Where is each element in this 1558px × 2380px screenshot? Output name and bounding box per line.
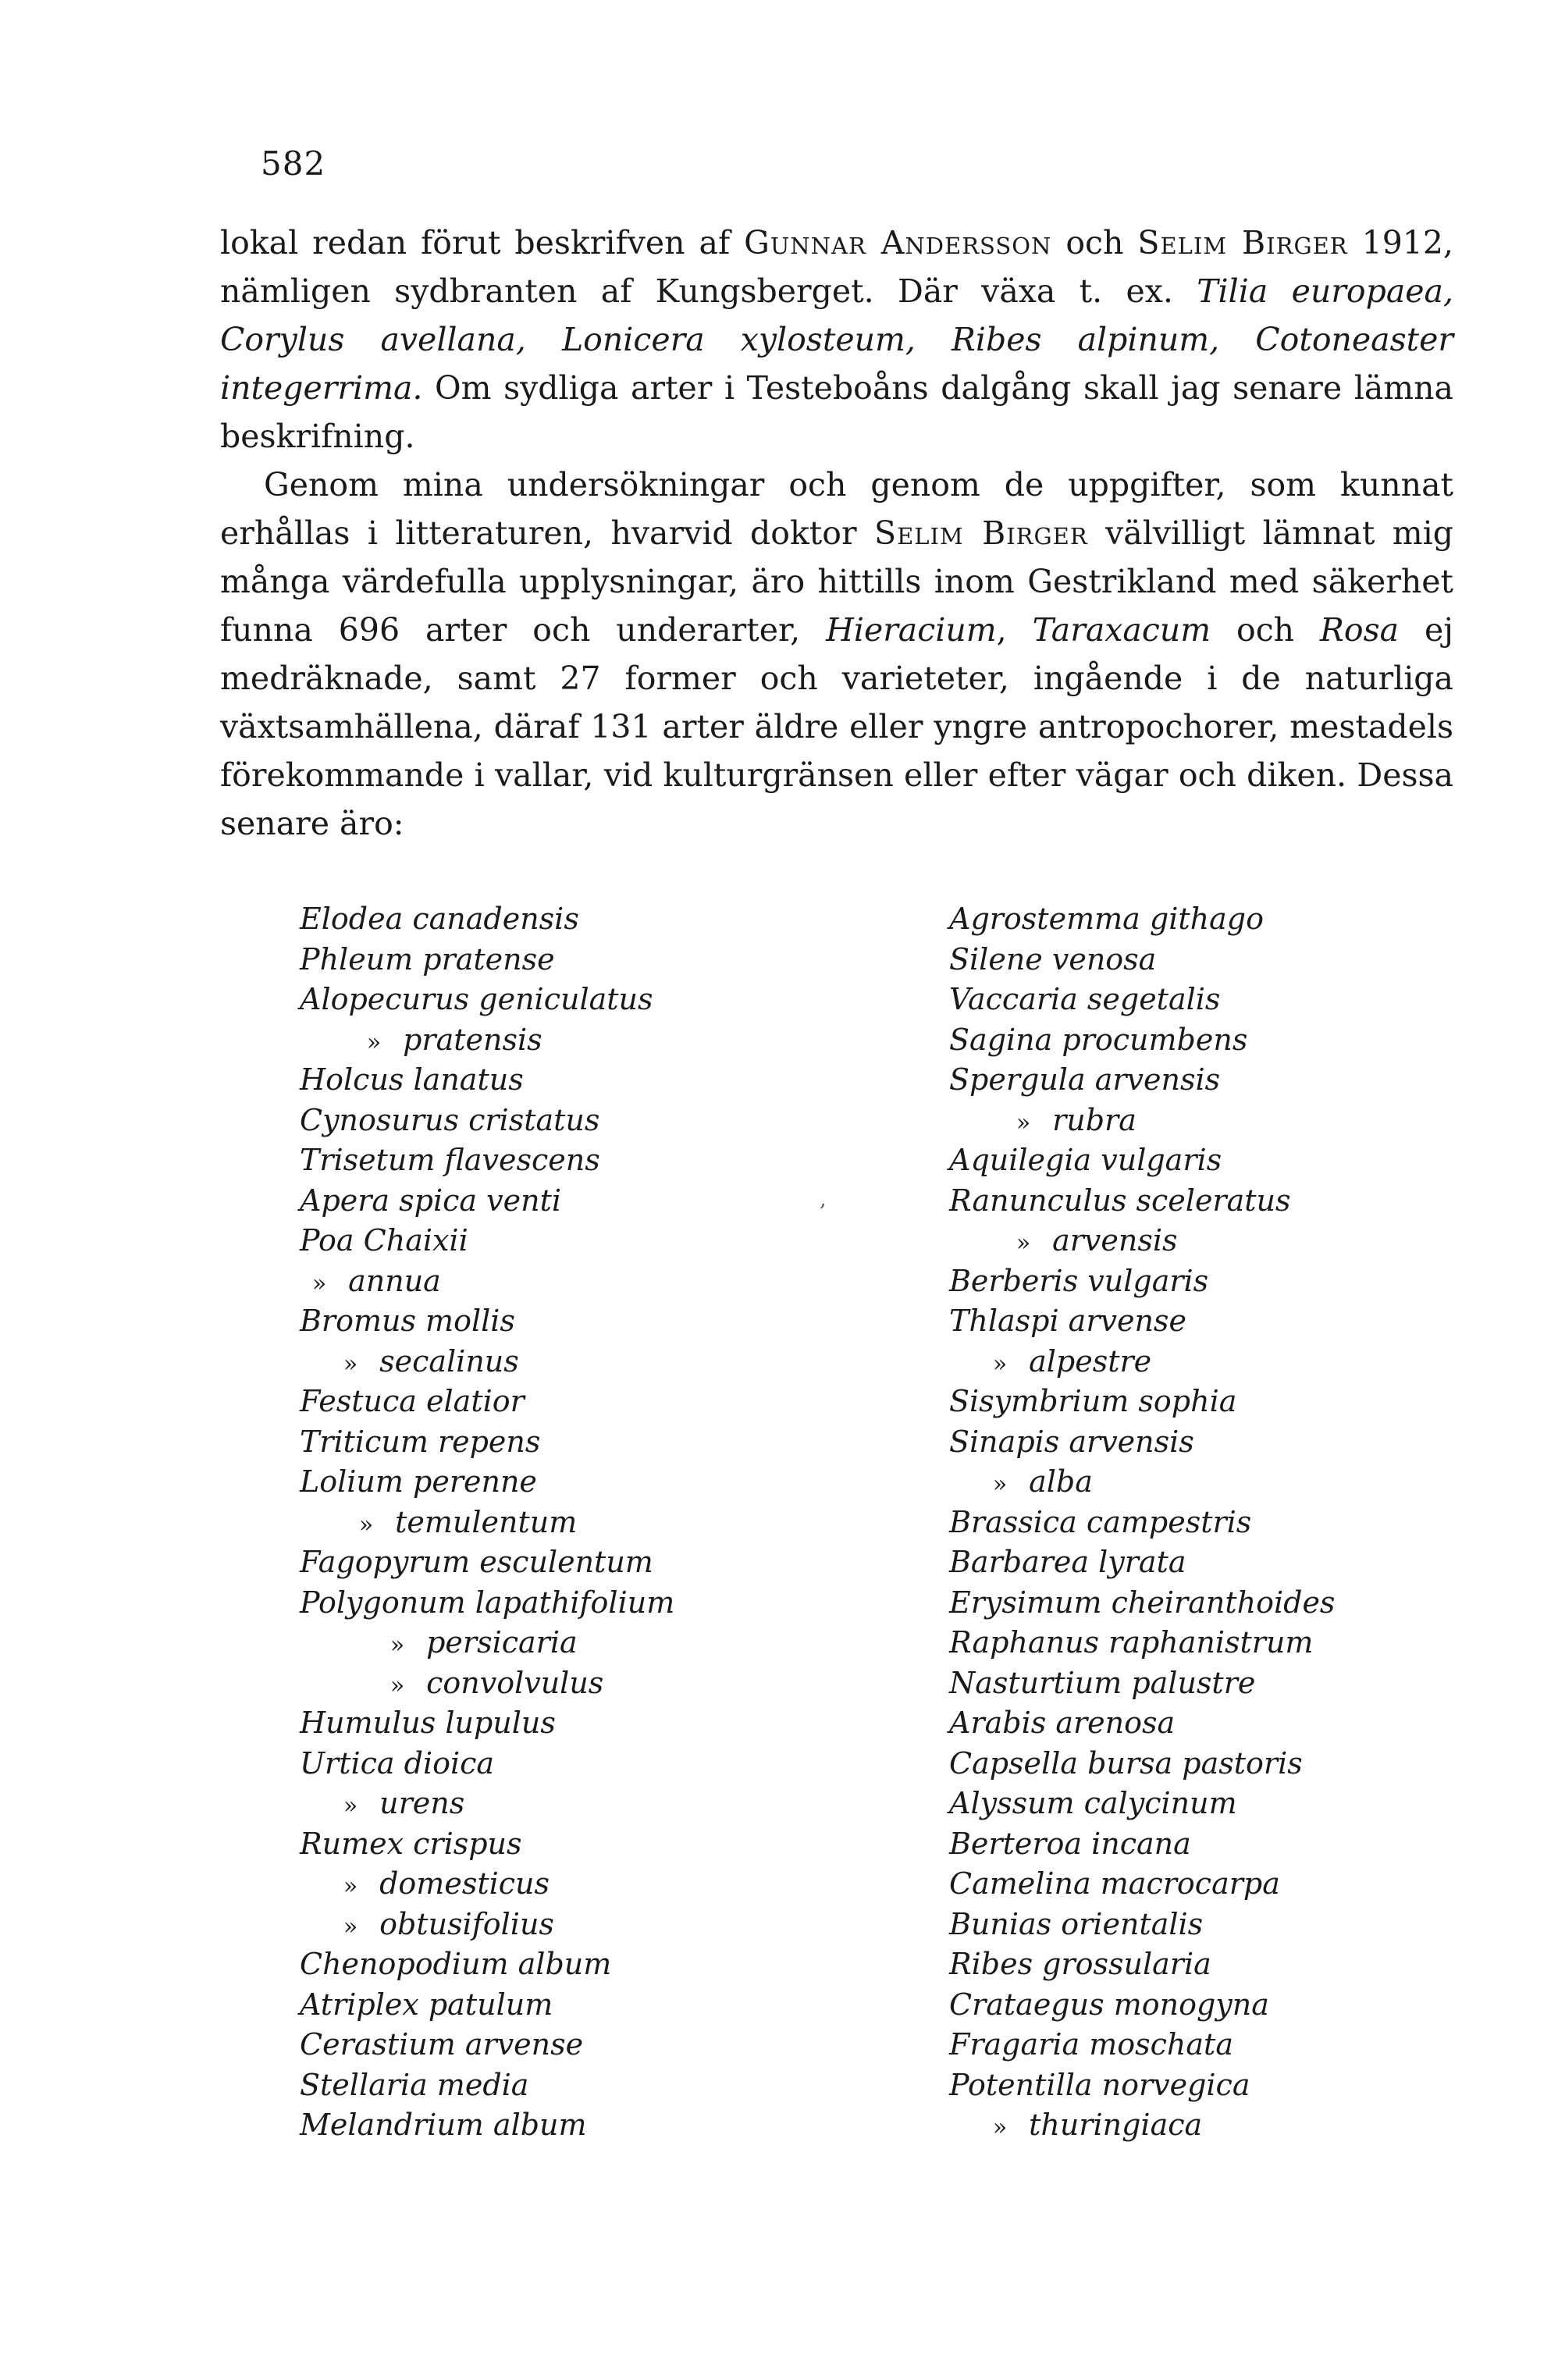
species-item [300, 1864, 674, 1905]
species-item: Raphanus raphanistrum [949, 1625, 1314, 1660]
ditto-mark: » [390, 1671, 405, 1699]
ditto-mark: » [390, 1631, 405, 1659]
species-item: Erysimum cheiranthoides [949, 1585, 1336, 1620]
ditto-mark: » [358, 1510, 374, 1539]
species-item: Sisymbrium sophia [949, 1384, 1237, 1418]
species-item: Vaccaria segetalis [949, 982, 1221, 1016]
ditto-mark: » [311, 1269, 327, 1297]
species-item [300, 1784, 674, 1824]
species-list-right [949, 899, 1335, 2146]
stray-mark: ‚ [820, 1188, 827, 1211]
species-epithet: alba [1029, 1464, 1093, 1499]
species-item: Alyssum calycinum [949, 1786, 1237, 1820]
species-item [300, 1905, 674, 1945]
species-item: Brassica campestris [949, 1504, 1252, 1539]
species-epithet: persicaria [426, 1625, 578, 1660]
species-item: Holcus lanatus [300, 1062, 524, 1097]
ditto-mark: » [1016, 1229, 1031, 1257]
species-item: Bromus mollis [300, 1304, 515, 1338]
ditto-mark: » [366, 1028, 382, 1056]
species-epithet: obtusifolius [379, 1906, 554, 1941]
species-epithet: annua [348, 1263, 441, 1298]
species-item [949, 1342, 1335, 1382]
species-item: Berteroa incana [949, 1826, 1191, 1861]
species-epithet: secalinus [379, 1343, 519, 1379]
species-item: Potentilla norvegica [949, 2067, 1250, 2102]
genus-name: Taraxacum [1032, 611, 1211, 649]
species-item: Alopecurus geniculatus [300, 982, 653, 1016]
species-item: Bunias orientalis [949, 1906, 1204, 1941]
ditto-mark: » [343, 1350, 358, 1378]
species-item [949, 2105, 1335, 2146]
species-item: Aquilegia vulgaris [949, 1143, 1222, 1177]
author-name: Selim Birger [873, 514, 1088, 552]
author-name: Selim Birger [1137, 224, 1348, 261]
text-segment: och [1051, 224, 1138, 261]
species-item [949, 1462, 1335, 1503]
species-item: Cerastium arvense [300, 2027, 584, 2062]
species-item [300, 1342, 674, 1382]
species-item: Sagina procumbens [949, 1022, 1248, 1057]
ditto-mark: » [343, 1792, 358, 1820]
species-item: Fagopyrum esculentum [300, 1545, 653, 1579]
species-epithet: domesticus [379, 1866, 550, 1901]
species-item: Capsella bursa pastoris [949, 1745, 1303, 1781]
text-segment: välvilligt lämnat mig många värdefulla upplysningar, äro hittills inom Gestrikland med säkerhet funna 696 arter och underarter, [220, 514, 1453, 649]
species-item: Cynosurus cristatus [300, 1102, 600, 1137]
species-item: Camelina macrocarpa [949, 1866, 1280, 1901]
species-epithet: pratensis [403, 1022, 542, 1057]
ditto-mark: » [992, 1350, 1008, 1378]
species-names: Tilia europaea, Corylus avellana, Lonicera xylosteum, Ribes alpinum, Cotoneaster integerrima. [220, 272, 1454, 407]
text-segment: , [996, 611, 1033, 649]
ditto-mark: » [992, 2114, 1008, 2141]
species-item: Polygonum lapathifolium [300, 1585, 675, 1620]
species-epithet: convolvulus [426, 1665, 604, 1700]
species-item: Rumex crispus [300, 1826, 522, 1861]
text-segment: Om sydliga arter i Testeboåns dalgång skall jag senare lämna beskrifning. [220, 369, 1453, 455]
species-epithet: thuringiaca [1029, 2108, 1203, 2142]
species-item: Fragaria moschata [949, 2027, 1233, 2062]
species-item: Sinapis arvensis [949, 1424, 1194, 1459]
text-segment: och [1211, 611, 1321, 649]
species-item: Nasturtium palustre [949, 1665, 1256, 1700]
species-item: Ribes grossularia [949, 1947, 1211, 1981]
species-item: Urtica dioica [300, 1745, 495, 1781]
paragraph-1 [220, 219, 1453, 461]
species-item: Elodea canadensis [300, 902, 579, 936]
species-item: Phleum pratense [300, 941, 555, 977]
species-item [949, 1221, 1335, 1261]
species-item [300, 1623, 674, 1663]
text-segment: lokal redan förut beskrifven af [220, 224, 745, 261]
species-item: Silene venosa [949, 941, 1157, 977]
species-item: Arabis arenosa [949, 1706, 1176, 1740]
genus-name: Rosa [1320, 611, 1400, 649]
species-item: Lolium perenne [300, 1464, 537, 1499]
species-item: Poa Chaixii [300, 1223, 468, 1258]
text-segment: 1912, nämligen sydbranten af Kungsberget. Där växa t. ex. [220, 224, 1453, 310]
species-item: Festuca elatior [300, 1384, 525, 1418]
species-item [300, 1663, 674, 1704]
ditto-mark: » [343, 1912, 358, 1941]
text-segment: ej medräknade, samt 27 former och varieteter, ingående i de naturliga växtsamhällena, däraf 131 arter äldre eller yngre antropochorer, mestadels förekommande i vallar, vid kulturgränsen eller efter vägar och diken. Dessa senare äro: [220, 611, 1453, 842]
body-text [220, 219, 1453, 848]
species-item: Trisetum flavescens [300, 1143, 600, 1177]
species-item: Humulus lupulus [300, 1706, 556, 1740]
ditto-mark: » [992, 1471, 1008, 1498]
species-item: Thlaspi arvense [949, 1304, 1186, 1338]
species-item: Crataegus monogyna [949, 1987, 1269, 2022]
species-epithet: rubra [1052, 1102, 1136, 1137]
species-item [949, 1101, 1335, 1141]
author-name: Gunnar Andersson [744, 224, 1052, 261]
text-segment: Genom mina undersökningar och genom de uppgifter, som kunnat erhållas i litteraturen, hvarvid doktor [220, 466, 1453, 552]
species-epithet: arvensis [1052, 1223, 1178, 1258]
species-item [300, 1503, 674, 1543]
ditto-mark: » [343, 1873, 358, 1900]
species-epithet: temulentum [395, 1504, 578, 1539]
species-item: Atriplex patulum [300, 1987, 553, 2022]
ditto-mark: » [1016, 1108, 1031, 1137]
species-item [300, 1020, 674, 1061]
species-item: Berberis vulgaris [949, 1263, 1209, 1298]
species-item: Spergula arvensis [949, 1062, 1221, 1097]
species-item: Ranunculus sceleratus [949, 1183, 1291, 1218]
paragraph-2 [220, 461, 1453, 848]
species-item: Chenopodium album [300, 1947, 612, 1981]
species-item: Barbarea lyrata [949, 1545, 1186, 1579]
species-item: Apera spica venti [300, 1183, 562, 1218]
page-number: 582 [261, 144, 326, 183]
genus-name: Hieracium [826, 611, 997, 649]
species-item: Stellaria media [300, 2067, 529, 2102]
species-epithet: alpestre [1029, 1343, 1152, 1379]
species-item: Agrostemma githago [949, 902, 1264, 936]
species-list-left [300, 899, 674, 2146]
species-epithet: urens [379, 1786, 465, 1820]
species-item: Melandrium album [300, 2108, 587, 2142]
species-item [300, 1261, 674, 1302]
species-item: Triticum repens [300, 1424, 541, 1459]
